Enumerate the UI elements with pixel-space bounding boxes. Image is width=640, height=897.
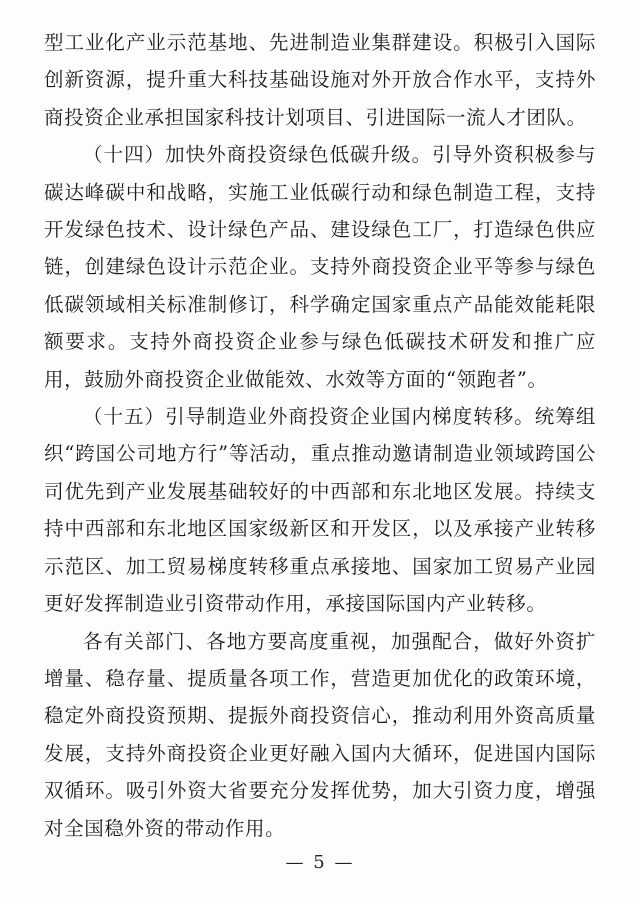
paragraph-closing: 各有关部门、各地方要高度重视，加强配合，做好外资扩增量、稳存量、提质量各项工作，营造更加优化的政策环境，稳定外商投资预期、提振外商投资信心，推动利用外资高质量发展，支持外商投资企业更好融入国内大循环，促进国内国际双循环。吸引外资大省要充分发挥优势，加大引资力度，增强对全国稳外资的带动作用。 — [44, 629, 596, 840]
document-body — [44, 24, 596, 847]
paragraph-section-14: （十四）加快外商投资绿色低碳升级。引导外资积极参与碳达峰碳中和战略，实施工业低碳行动和绿色制造工程，支持开发绿色技术、设计绿色产品、建设绿色工厂，打造绿色供应链，创建绿色设计示范企业。支持外商投资企业平等参与绿色低碳领域相关标准制修订，科学确定国家重点产品能效能耗限额要求。支持外商投资企业参与绿色低碳技术研发和推广应用，鼓励外商投资企业做能效、水效等方面的“领跑者”。 — [44, 143, 596, 391]
paragraph-section-15: （十五）引导制造业外商投资企业国内梯度转移。统筹组织“跨国公司地方行”等活动，重点推动邀请制造业领域跨国公司优先到产业发展基础较好的中西部和东北地区发展。持续支持中西部和东北地区国家级新区和开发区，以及承接产业转移示范区、加工贸易梯度转移重点承接地、国家加工贸易产业园更好发挥制造业引资带动作用，承接国际国内产业转移。 — [44, 405, 596, 616]
paragraph-continued: 型工业化产业示范基地、先进制造业集群建设。积极引入国际创新资源，提升重大科技基础设施对外开放合作水平，支持外商投资企业承担国家科技计划项目、引进国际一流人才团队。 — [44, 31, 596, 129]
page-number — [0, 852, 640, 873]
page-number-label: — 5 — — [285, 852, 355, 873]
